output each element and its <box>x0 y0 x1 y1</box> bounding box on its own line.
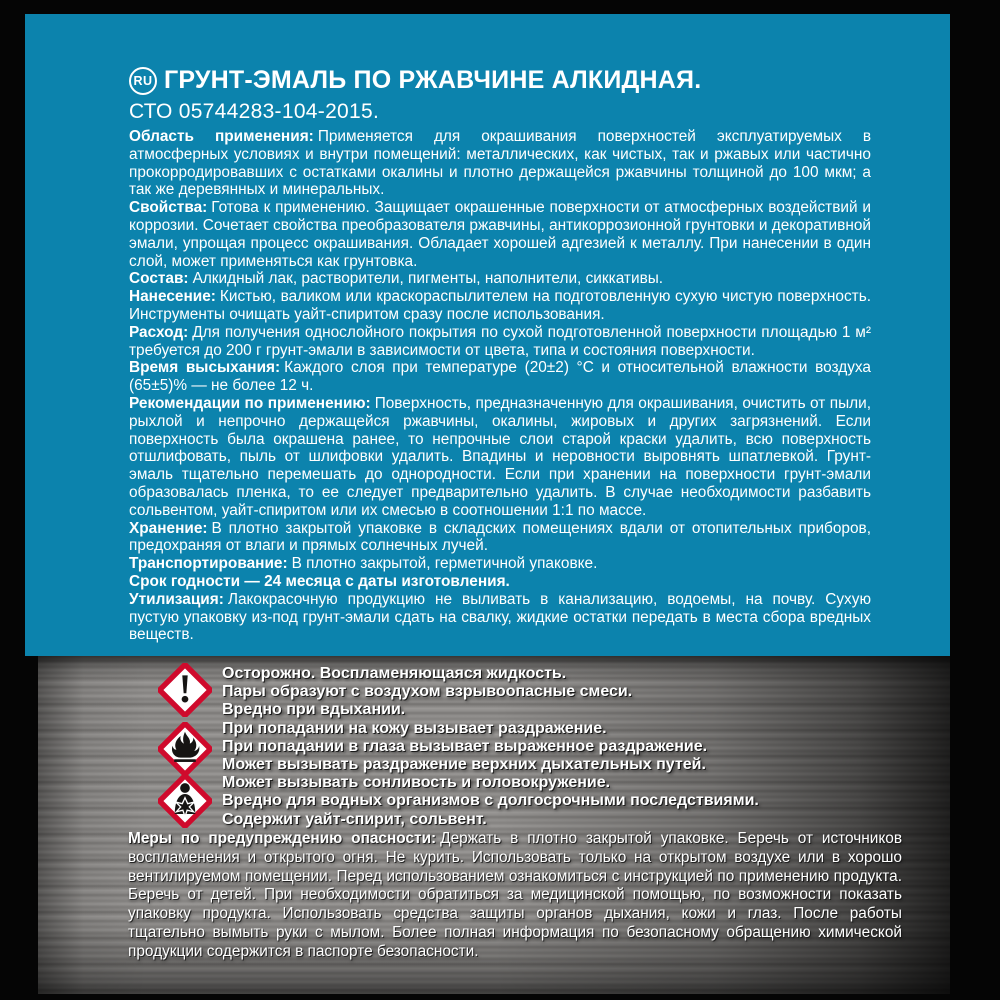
section-composition: Состав: Алкидный лак, растворители, пигменты, наполнители, сиккативы. <box>129 270 664 288</box>
section-label: Хранение: <box>129 519 208 537</box>
section-transport: Транспортирование: В плотно закрытой, герметичной упаковке. <box>129 555 598 573</box>
section-label: Область применения: <box>129 128 314 145</box>
ghs-flame-icon <box>158 722 212 776</box>
hazard-statement: Вредно для водных организмов с долгосрочными последствиями. <box>222 792 759 810</box>
hazard-statement: Содержит уайт-спирит, сольвент. <box>222 810 487 828</box>
product-info-panel <box>25 14 950 656</box>
hazard-statements <box>222 665 882 829</box>
section-label: Срок годности — 24 месяца с даты изготовления. <box>129 572 510 590</box>
hazard-panel <box>38 656 950 994</box>
section-application-method: Нанесение: Кистью, валиком или краскораспылителем на подготовленную сухую чистую поверхность. Инструменты очищать уайт-спиритом сразу после использования. <box>129 288 871 323</box>
ghs-exclamation-icon <box>158 663 212 717</box>
precaution-label: Меры по предупреждению опасности: <box>128 830 437 847</box>
section-label: Время высыхания: <box>129 359 281 377</box>
precaution-paragraph: Меры по предупреждению опасности: Держать в плотно закрытой упаковке. Беречь от источников воспламенения и открытого огня. Не курить. Использовать только на открытом воздухе или в хорошо вентилируемом помещении. Перед использованием ознакомиться с инструкцией по применению продукта. Беречь от детей. При необходимости обратиться за медицинской помощью, по возможности показать упаковку продукта. Использовать средства защиты органов дыхания, кожи и глаз. После работы тщательно вымыть руки с мылом. Более полная информация по безопасному обращению химической продукции содержится в паспорте безопасности. <box>128 830 903 960</box>
ru-trademark-icon: RU <box>129 67 157 95</box>
section-disposal: Утилизация: Лакокрасочную продукцию не выливать в канализацию, водоемы, на почву. Сухую пустую упаковку из-под грунт-эмали сдать на свалку, жидкие остатки передать в места сбора вредных веществ. <box>129 590 871 644</box>
product-title: ГРУНТ-ЭМАЛЬ ПО РЖАВЧИНЕ АЛКИДНАЯ. <box>164 66 702 94</box>
section-consumption: Расход: Для получения однослойного покрытия по сухой подготовленной поверхности площадью 1 м² требуется до 200 г грунт-эмали в зависимости от цвета, типа и состояния поверхности. <box>129 323 871 359</box>
hazard-statement: При попадании в глаза вызывает выраженное раздражение. <box>222 737 708 755</box>
section-label: Нанесение: <box>129 288 216 306</box>
hazard-statement: Может вызывать раздражение верхних дыхательных путей. <box>222 756 706 774</box>
section-label: Утилизация: <box>129 590 224 608</box>
section-label: Транспортирование: <box>129 555 288 573</box>
hazard-statement: При попадании на кожу вызывает раздражение. <box>222 719 607 737</box>
section-properties: Свойства: Готова к применению. Защищает окрашенные поверхности от атмосферных воздействий и коррозии. Сочетает свойства преобразователя ржавчины, антикоррозионной грунтовки и декоративной эмали, упрощая процесс окрашивания. Обладает хорошей адгезией к металлу. При нанесении в один слой, может применяться как грунтовка. <box>129 199 871 270</box>
section-label: Состав: <box>129 270 189 288</box>
hazard-statement: Вредно при вдыхании. <box>222 701 406 719</box>
section-recommendations: Рекомендации по применению: Поверхность, предназначенную для окрашивания, очистить от пыли, рыхлой и непрочно держащейся ржавчины, окалины, жировых и других загрязнений. Если поверхность была окрашена ранее, то непрочные слои старой краски удалить, всю поверхность отшлифовать, пыль от шлифовки удалить. Впадины и неровности выровнять шпатлевкой. Грунт-эмаль тщательно перемешать до однородности. Если при хранении на поверхности грунт-эмали образовалась пленка, то ее следует предварительно удалить. В случае необходимости разбавить сольвентом, уайт-спиритом или их смесью в соотношении 1:1 по массе. <box>129 394 872 519</box>
ghs-health-hazard-icon <box>158 774 212 828</box>
section-storage: Хранение: В плотно закрытой упаковке в складских помещениях вдали от отопительных приборов, предохраняя от влаги и прямых солнечных лучей. <box>129 519 871 555</box>
section-label: Расход: <box>129 323 189 341</box>
section-drying-time: Время высыхания: Каждого слоя при температуре (20±2) °С и относительной влажности воздуха (65±5)% — не более 12 ч. <box>129 359 871 395</box>
standard-number: СТО 05744283-104-2015. <box>129 100 380 123</box>
header <box>129 66 701 95</box>
section-shelf-life <box>129 573 871 591</box>
hazard-statement: Пары образуют с воздухом взрывоопасные смеси. <box>222 683 633 701</box>
product-description <box>129 128 871 644</box>
section-application: Область применения: Применяется для окрашивания поверхностей эксплуатируемых в атмосферных условиях и внутри помещений: металлических, как чистых, так и ржавых или частично прокорродировавших с остатками окалины и плотно держащейся ржавчины толщиной до 100 мкм; а так же деревянных и минеральных. <box>129 128 872 199</box>
section-label: Свойства: <box>129 199 208 217</box>
hazard-statement: Может вызывать сонливость и головокружение. <box>222 774 611 792</box>
section-label: Рекомендации по применению: <box>129 394 371 412</box>
hazard-statement: Осторожно. Воспламеняющаяся жидкость. <box>222 665 567 682</box>
